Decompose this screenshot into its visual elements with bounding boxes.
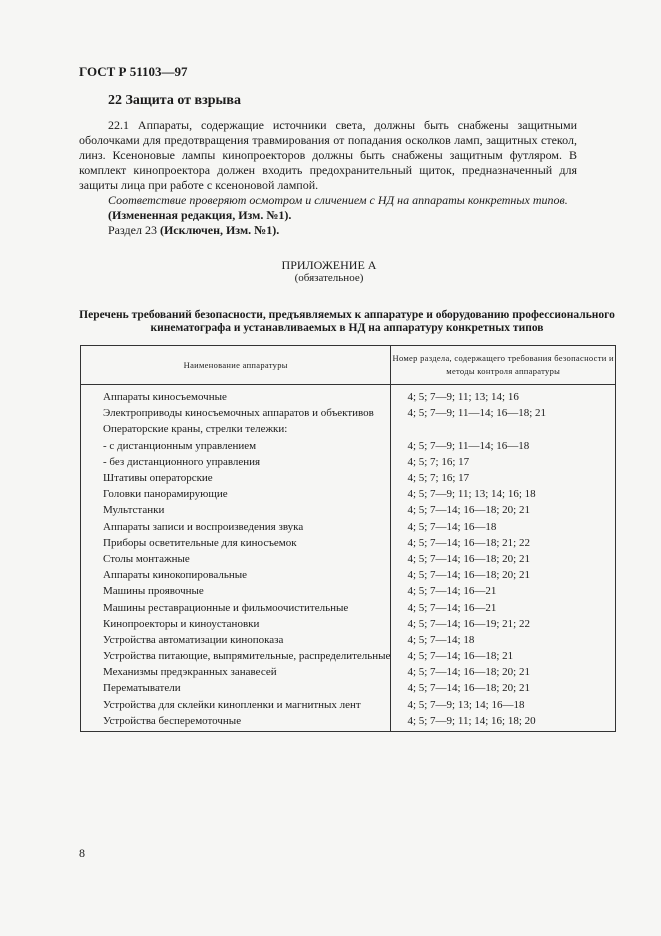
- table-row: [81, 664, 616, 680]
- table-header-row: [81, 346, 616, 385]
- page-number: 8: [79, 846, 85, 860]
- document-header: ГОСТ Р 51103—97: [79, 64, 188, 79]
- section-numbers: 4; 5; 7—14; 16—18; 20; 21: [391, 664, 616, 680]
- col-sections-header: Номер раздела, содержащего требования безопасности и методы контроля аппаратуры: [391, 346, 616, 385]
- section-numbers: 4; 5; 7—14; 18: [391, 632, 616, 648]
- section-23-prefix: Раздел 23: [108, 223, 160, 237]
- table-row: [81, 697, 616, 713]
- table-row: [81, 519, 616, 535]
- section-numbers: 4; 5; 7—14; 16—18; 20; 21: [391, 680, 616, 696]
- table-row: [81, 502, 616, 518]
- section-numbers: 4; 5; 7; 16; 17: [391, 470, 616, 486]
- equipment-name: Устройства бесперемоточные: [81, 713, 391, 732]
- section-numbers: [391, 421, 616, 437]
- table-row: [81, 616, 616, 632]
- table-row: [81, 454, 616, 470]
- amendment-note-text: (Измененная редакция, Изм. №1).: [108, 208, 292, 222]
- section-23-excluded: (Исключен, Изм. №1).: [159, 223, 280, 237]
- equipment-name: Штативы операторские: [81, 470, 391, 486]
- amendment-note: [79, 208, 577, 223]
- equipment-name: Перематыватели: [81, 680, 391, 696]
- equipment-name: Приборы осветительные для киносъемок: [81, 535, 391, 551]
- appendix-subtitle: (обязательное): [294, 272, 364, 284]
- section-numbers: 4; 5; 7—9; 11; 13; 14; 16; 18: [391, 486, 616, 502]
- table-row: [81, 680, 616, 696]
- table-row: [81, 632, 616, 648]
- section-numbers: 4; 5; 7—14; 16—18; 20; 21: [391, 551, 616, 567]
- requirements-list-title: Перечень требований безопасности, предъявляемых к аппаратуре и оборудованию профессионального кинематографа и устанавливаемых в НД на аппаратуру конкретных типов: [79, 309, 615, 334]
- table-row: [81, 551, 616, 567]
- section-23-note: [79, 223, 577, 238]
- section-numbers: 4; 5; 7—9; 11; 14; 16; 18; 20: [391, 713, 616, 732]
- section-numbers: 4; 5; 7—14; 16—18; 20; 21: [391, 502, 616, 518]
- section-numbers: 4; 5; 7—14; 16—21: [391, 583, 616, 599]
- paragraph-22-1: 22.1 Аппараты, содержащие источники света, должны быть снабжены защитными оболочками для предотвращения травмирования от попадания осколков ламп, защитных стекол, линз. Ксеноновые лампы кинопроекторов должны быть снабжены защитным футляром. В комплект кинопроектора должен входить предохранительный щиток, предназначенный для защиты лица при работе с ксеноновой лампой.: [79, 118, 577, 192]
- appendix-heading: [79, 259, 579, 285]
- equipment-name: Машины проявочные: [81, 583, 391, 599]
- table-row: [81, 385, 616, 406]
- table-row: [81, 486, 616, 502]
- table-row: [81, 405, 616, 421]
- section-numbers: 4; 5; 7—14; 16—21: [391, 599, 616, 615]
- equipment-name: Устройства питающие, выпрямительные, распределительные: [81, 648, 391, 664]
- section-numbers: 4; 5; 7—14; 16—19; 21; 22: [391, 616, 616, 632]
- section-numbers: 4; 5; 7—14; 16—18; 20; 21: [391, 567, 616, 583]
- section-title: 22 Защита от взрыва: [108, 93, 241, 108]
- requirements-table: [80, 345, 616, 732]
- equipment-name: Мультстанки: [81, 502, 391, 518]
- section-numbers: 4; 5; 7—14; 16—18; 21; 22: [391, 535, 616, 551]
- equipment-name: Головки панорамирующие: [81, 486, 391, 502]
- table-row: [81, 535, 616, 551]
- table-row: [81, 583, 616, 599]
- section-numbers: 4; 5; 7—9; 11—14; 16—18; 21: [391, 405, 616, 421]
- equipment-name: Устройства автоматизации кинопоказа: [81, 632, 391, 648]
- table-body: [81, 385, 616, 732]
- body-text: [79, 118, 577, 238]
- table-row: [81, 599, 616, 615]
- equipment-name: Кинопроекторы и киноустановки: [81, 616, 391, 632]
- section-numbers: 4; 5; 7—9; 11—14; 16—18: [391, 438, 616, 454]
- section-numbers: 4; 5; 7; 16; 17: [391, 454, 616, 470]
- equipment-name: Столы монтажные: [81, 551, 391, 567]
- compliance-note: Соответствие проверяют осмотром и сличением с НД на аппараты конкретных типов.: [108, 193, 568, 207]
- equipment-name: Механизмы предэкранных занавесей: [81, 664, 391, 680]
- equipment-name: - с дистанционным управлением: [81, 438, 391, 454]
- col-equipment-header: Наименование аппаратуры: [81, 346, 391, 385]
- section-numbers: 4; 5; 7—14; 16—18: [391, 519, 616, 535]
- section-numbers: 4; 5; 7—14; 16—18; 21: [391, 648, 616, 664]
- section-numbers: 4; 5; 7—9; 13; 14; 16—18: [391, 697, 616, 713]
- equipment-name: Машины реставрационные и фильмоочистительные: [81, 599, 391, 615]
- table-row: [81, 421, 616, 437]
- section-numbers: 4; 5; 7—9; 11; 13; 14; 16: [391, 385, 616, 406]
- equipment-name: Аппараты записи и воспроизведения звука: [81, 519, 391, 535]
- table-row: [81, 567, 616, 583]
- equipment-name: - без дистанционного управления: [81, 454, 391, 470]
- table-row: [81, 648, 616, 664]
- equipment-name: Аппараты киносъемочные: [81, 385, 391, 406]
- table-row: [81, 438, 616, 454]
- equipment-name: Операторские краны, стрелки тележки:: [81, 421, 391, 437]
- appendix-title: ПРИЛОЖЕНИЕ А: [281, 258, 377, 272]
- table-row: [81, 713, 616, 732]
- equipment-name: Аппараты кинокопировальные: [81, 567, 391, 583]
- equipment-name: Электроприводы киносъемочных аппаратов и объективов: [81, 405, 391, 421]
- table-row: [81, 470, 616, 486]
- equipment-name: Устройства для склейки кинопленки и магнитных лент: [81, 697, 391, 713]
